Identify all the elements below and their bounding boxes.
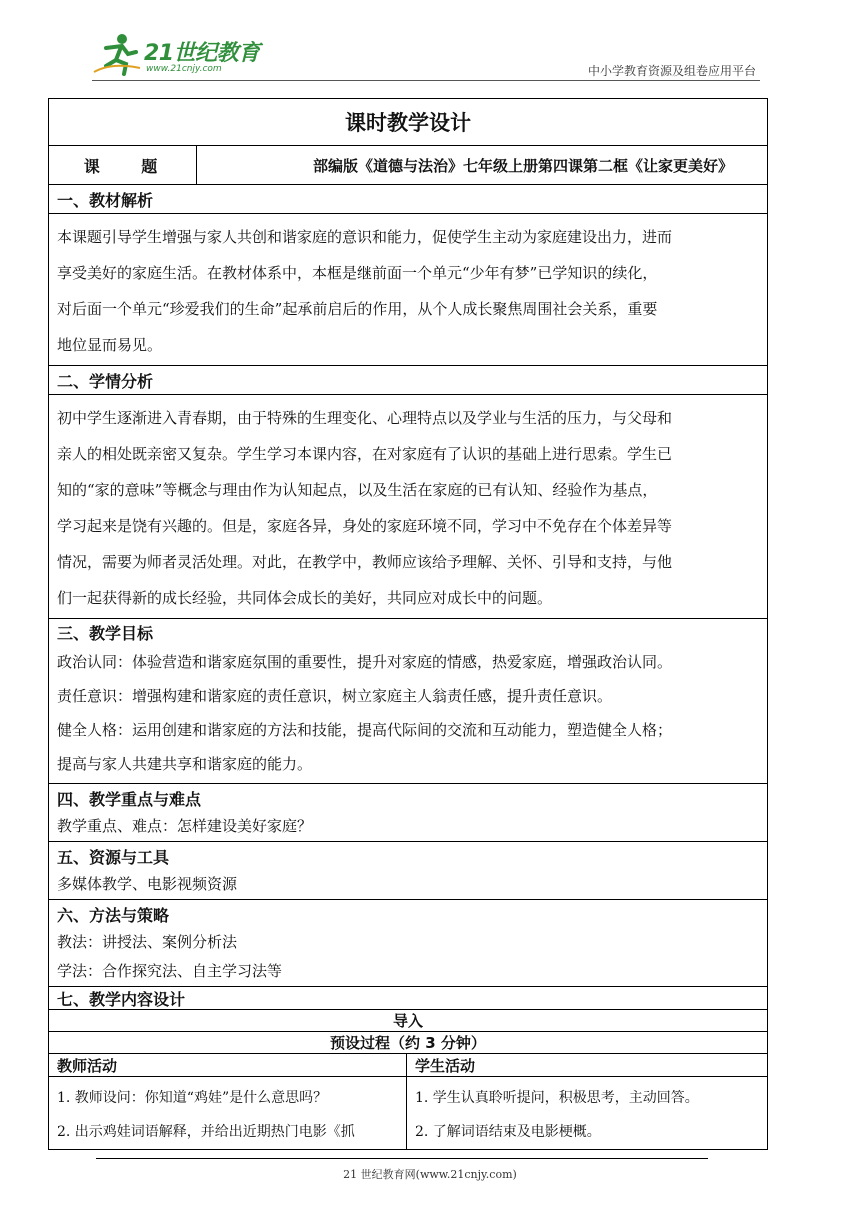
student-activity-item: 1. 学生认真聆听提问，积极思考，主动回答。 [415, 1090, 699, 1106]
section-resources [49, 842, 767, 900]
goal-line: 政治认同：体验营造和谐家庭氛围的重要性，提升对家庭的情感，热爱家庭，增强政治认同。 [57, 653, 673, 671]
paragraph-line: 对后面一个单元“珍爱我们的生命”起承前启后的作用，从个人成长聚焦周围社会关系，重要 [57, 300, 658, 318]
section-students-body [49, 395, 767, 619]
goal-line: 责任意识：增强构建和谐家庭的责任意识，树立家庭主人翁责任感，提升责任意识。 [57, 687, 613, 705]
topic-row [49, 146, 767, 185]
topic-value: 部编版《道德与法治》七年级上册第四课第二框《让家更美好》 [312, 156, 733, 175]
student-activity-item: 2. 了解词语结束及电影梗概。 [415, 1124, 601, 1140]
goal-line: 提高与家人共建共享和谐家庭的能力。 [57, 755, 313, 773]
paragraph-line: 本课题引导学生增强与家人共创和谐家庭的意识和能力，促使学生主动为家庭建设出力，进而 [57, 228, 673, 246]
doc-title: 课时教学设计 [49, 99, 767, 146]
paragraph-line: 初中学生逐渐进入青春期，由于特殊的生理变化、心理特点以及学业与生活的压力，与父母和 [57, 409, 673, 427]
lesson-design-table [48, 98, 768, 1150]
page-header [92, 30, 760, 82]
footer-divider [96, 1158, 708, 1159]
section-methods [49, 900, 767, 987]
resource-line: 多媒体教学、电影视频资源 [57, 875, 238, 893]
topic-label: 课 题 [49, 146, 197, 184]
logo-text: 21世纪教育 [144, 41, 260, 66]
process-heading: 预设过程（约 3 分钟） [49, 1032, 767, 1054]
paragraph-line: 学习起来是饶有兴趣的。但是，家庭各异，身处的家庭环境不同，学习中不免存在个体差异等 [57, 517, 673, 535]
platform-name: 中小学教育资源及组卷应用平台 [587, 64, 756, 78]
paragraph-line: 享受美好的家庭生活。在教材体系中，本框是继前面一个单元“少年有梦”已学知识的续化， [57, 264, 658, 282]
site-logo[interactable] [92, 30, 292, 80]
header-divider [92, 80, 760, 81]
method-line: 学法：合作探究法、自主学习法等 [57, 962, 283, 980]
paragraph-line: 知的“家的意味”等概念与理由作为认知起点，以及生活在家庭的已有认知、经验作为基点， [57, 481, 658, 499]
section-heading-resources: 五、资源与工具 [57, 847, 170, 867]
section-heading-textbook: 一、教材解析 [49, 185, 767, 214]
logo-url: www.21cnjy.com [146, 64, 222, 74]
student-activity-head: 学生活动 [415, 1056, 476, 1075]
activity-body-row [49, 1077, 767, 1149]
method-line: 教法：讲授法、案例分析法 [57, 933, 238, 951]
teacher-activity-cell [49, 1077, 407, 1149]
section-heading-students: 二、学情分析 [49, 366, 767, 395]
activity-header-row [49, 1054, 767, 1077]
footer-text[interactable]: 21 世纪教育网(www.21cnjy.com) [343, 1168, 517, 1181]
intro-heading: 导入 [49, 1010, 767, 1032]
section-goals [49, 619, 767, 784]
section-heading-goals: 三、教学目标 [57, 623, 154, 643]
goal-line: 健全人格：运用创建和谐家庭的方法和技能，提高代际间的交流和互动能力，塑造健全人格； [57, 721, 673, 739]
section-heading-keypoints: 四、教学重点与难点 [57, 789, 202, 809]
student-activity-cell [407, 1077, 767, 1149]
paragraph-line: 情况，需要为师者灵活处理。对此，在教学中，教师应该给予理解、关怀、引导和支持，与他 [57, 553, 673, 571]
section-textbook-body [49, 214, 767, 366]
section-heading-methods: 六、方法与策略 [57, 905, 170, 925]
section-heading-content: 七、教学内容设计 [49, 987, 767, 1010]
teacher-activity-item: 1. 教师设问：你知道“鸡娃”是什么意思吗？ [57, 1090, 328, 1106]
runner-icon [92, 32, 142, 76]
teacher-activity-item: 2. 出示鸡娃词语解释，并给出近期热门电影《抓 [57, 1124, 355, 1140]
keypoint-line: 教学重点、难点：怎样建设美好家庭？ [57, 817, 313, 835]
section-keypoints [49, 784, 767, 842]
paragraph-line: 亲人的相处既亲密又复杂。学生学习本课内容，在对家庭有了认识的基础上进行思索。学生已 [57, 445, 673, 463]
paragraph-line: 们一起获得新的成长经验，共同体会成长的美好，共同应对成长中的问题。 [57, 589, 553, 607]
teacher-activity-head: 教师活动 [49, 1054, 407, 1076]
paragraph-line: 地位显而易见。 [57, 336, 163, 354]
